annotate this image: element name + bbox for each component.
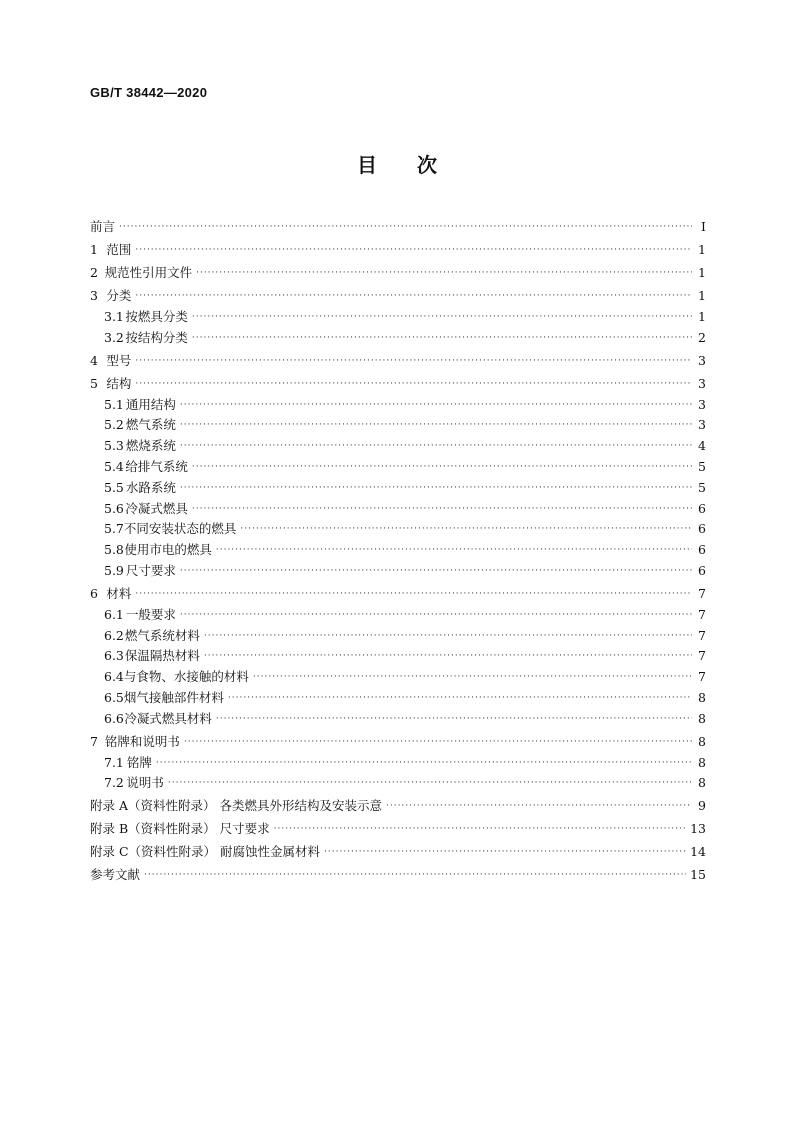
toc-entry-page: 7 <box>698 585 706 601</box>
toc-entry-label: 按燃具分类 <box>125 309 188 324</box>
toc-entry-page: 7 <box>698 627 706 643</box>
toc-entry-page: 3 <box>698 417 706 433</box>
toc-entry-number: 5.5 <box>104 479 124 495</box>
toc-entry-number: 4 <box>90 352 98 368</box>
dot-leader <box>192 328 692 349</box>
toc-entry[interactable] <box>90 415 706 436</box>
dot-leader <box>274 818 686 841</box>
toc-entry-number: 5.9 <box>104 562 124 578</box>
toc-entry-page: 6 <box>698 542 706 558</box>
toc-entry[interactable] <box>90 753 706 774</box>
toc-entry-number: 5.6 <box>104 500 124 516</box>
dot-leader <box>135 239 692 262</box>
dot-leader <box>180 415 692 436</box>
toc-entry-label: 与食物、水接触的材料 <box>123 669 249 685</box>
dot-leader <box>386 795 692 818</box>
toc-entry[interactable] <box>90 457 706 478</box>
toc-entry-label: 通用结构 <box>125 396 176 412</box>
toc-entry-label: 铭牌 <box>126 754 152 770</box>
toc-entry[interactable] <box>90 605 706 626</box>
toc-entry-number: 3 <box>90 288 98 303</box>
toc-entry-page: 14 <box>690 844 706 860</box>
toc-entry-label: 使用市电的燃具 <box>124 542 212 558</box>
toc-entry-label: 烟气接触部件材料 <box>123 689 224 705</box>
toc-entry-page: 7 <box>698 648 706 664</box>
toc-entry-page: 3 <box>698 375 706 391</box>
toc-entry[interactable] <box>90 215 706 238</box>
toc-entry-number: 6.5 <box>104 689 124 705</box>
toc-entry-number: 5.4 <box>104 458 124 474</box>
dot-leader <box>135 583 692 606</box>
dot-leader <box>324 841 686 864</box>
toc-entry-page: 6 <box>698 562 706 578</box>
document-code: GB/T 38442—2020 <box>90 85 208 100</box>
dot-leader <box>144 864 686 887</box>
toc-entry-number: 5.7 <box>104 521 124 537</box>
toc-entry-number: 2 <box>90 265 98 280</box>
toc-entry-page: 5 <box>698 458 706 474</box>
table-of-contents <box>90 215 706 886</box>
toc-entry-page: 8 <box>698 710 706 726</box>
toc-entry-page: 1 <box>698 288 706 303</box>
toc-entry-page: 3 <box>698 396 706 412</box>
toc-entry-page: 2 <box>698 329 706 345</box>
dot-leader <box>180 395 692 416</box>
toc-entry-label: 附录 C（资料性附录） 耐腐蚀性金属材料 <box>90 844 321 860</box>
toc-entry-label: 冷凝式燃具材料 <box>124 710 212 726</box>
toc-entry-label: 规范性引用文件 <box>104 265 193 280</box>
toc-entry-page: 13 <box>690 821 706 837</box>
dot-leader <box>216 709 692 730</box>
dot-leader <box>180 478 692 499</box>
toc-entry-label: 型号 <box>106 352 132 368</box>
toc-entry-page: 7 <box>698 669 706 685</box>
toc-entry[interactable] <box>90 478 706 499</box>
toc-entry-label: 一般要求 <box>125 606 176 622</box>
toc-entry-page: 1 <box>698 309 706 324</box>
toc-entry-label: 水路系统 <box>125 479 176 495</box>
dot-leader <box>156 753 692 774</box>
toc-entry-number: 6 <box>90 585 98 601</box>
toc-entry-number: 7.2 <box>104 775 124 791</box>
toc-entry-page: 6 <box>698 521 706 537</box>
toc-entry[interactable] <box>90 626 706 647</box>
dot-leader <box>204 626 692 647</box>
toc-entry-page: 9 <box>698 798 706 814</box>
toc-entry-page: 3 <box>698 352 706 368</box>
toc-entry-number: 6.3 <box>104 648 124 664</box>
toc-entry-page: 1 <box>698 265 706 280</box>
toc-entry-page: 8 <box>698 733 706 749</box>
toc-entry[interactable] <box>90 284 706 307</box>
toc-entry[interactable] <box>90 863 706 886</box>
toc-entry-label: 保温隔热材料 <box>124 648 200 664</box>
toc-entry-page: 6 <box>698 500 706 516</box>
toc-entry-label: 铭牌和说明书 <box>104 733 180 749</box>
toc-entry-number: 7 <box>90 733 98 749</box>
toc-entry-label: 附录 B（资料性附录） 尺寸要求 <box>90 821 270 837</box>
toc-entry-page: 5 <box>698 479 706 495</box>
toc-entry-page: 8 <box>698 754 706 770</box>
toc-entry-number: 3.1 <box>104 309 124 324</box>
dot-leader <box>192 499 692 520</box>
dot-leader <box>180 436 692 457</box>
toc-entry[interactable] <box>90 646 706 667</box>
toc-entry-number: 5.2 <box>104 417 124 433</box>
toc-entry[interactable] <box>90 349 706 372</box>
toc-entry[interactable] <box>90 709 706 730</box>
toc-entry-number: 5.1 <box>104 396 124 412</box>
toc-entry[interactable] <box>90 667 706 688</box>
toc-entry-label: 分类 <box>106 288 132 303</box>
toc-entry[interactable] <box>90 436 706 457</box>
dot-leader <box>184 731 692 754</box>
toc-entry-number: 3.2 <box>104 329 124 345</box>
toc-entry-label: 结构 <box>106 375 132 391</box>
dot-leader <box>135 373 692 396</box>
toc-entry-page: 15 <box>690 867 706 883</box>
toc-entry-page: 8 <box>698 689 706 705</box>
toc-entry-number: 6.2 <box>104 627 124 643</box>
toc-entry[interactable] <box>90 730 706 753</box>
toc-entry-label: 说明书 <box>126 775 164 791</box>
toc-entry[interactable] <box>90 499 706 520</box>
dot-leader <box>180 561 692 582</box>
dot-leader <box>253 667 692 688</box>
toc-entry-number: 6.1 <box>104 606 124 622</box>
toc-entry-label: 给排气系统 <box>125 458 188 474</box>
toc-entry-page: 7 <box>698 606 706 622</box>
toc-entry[interactable] <box>90 372 706 395</box>
dot-leader <box>192 307 692 328</box>
toc-entry[interactable] <box>90 307 706 328</box>
toc-entry[interactable] <box>90 840 706 863</box>
toc-entry-label: 燃气系统材料 <box>124 627 200 643</box>
toc-entry-label: 燃烧系统 <box>125 438 176 454</box>
toc-entry-page: 4 <box>698 438 706 454</box>
toc-entry-label: 附录 A（资料性附录） 各类燃具外形结构及安装示意 <box>90 798 382 814</box>
toc-entry-number: 5.3 <box>104 438 124 454</box>
dot-leader <box>240 519 692 540</box>
dot-leader <box>192 457 692 478</box>
dot-leader <box>135 285 692 308</box>
toc-entry-label: 参考文献 <box>90 867 141 883</box>
toc-entry[interactable] <box>90 773 706 794</box>
dot-leader <box>119 216 692 239</box>
toc-entry[interactable] <box>90 794 706 817</box>
toc-entry-label: 按结构分类 <box>125 329 188 345</box>
toc-entry-label: 前言 <box>90 219 116 234</box>
toc-entry-label: 冷凝式燃具 <box>125 500 188 516</box>
toc-entry-label: 不同安装状态的燃具 <box>123 521 237 537</box>
toc-entry[interactable] <box>90 561 706 582</box>
toc-entry[interactable] <box>90 582 706 605</box>
toc-entry-label: 尺寸要求 <box>125 562 176 578</box>
dot-leader <box>228 688 692 709</box>
toc-entry[interactable] <box>90 395 706 416</box>
toc-entry-number: 7.1 <box>104 754 124 770</box>
toc-entry[interactable] <box>90 540 706 561</box>
toc-entry-label: 材料 <box>106 585 132 601</box>
toc-entry-number: 1 <box>90 242 98 257</box>
toc-entry[interactable] <box>90 261 706 284</box>
page-title <box>0 150 794 180</box>
toc-entry-number: 6.4 <box>104 669 124 685</box>
dot-leader <box>168 773 692 794</box>
toc-entry-label: 范围 <box>106 242 132 257</box>
title-char-1: 目 <box>357 153 377 177</box>
dot-leader <box>204 646 692 667</box>
dot-leader <box>135 350 692 373</box>
dot-leader <box>216 540 692 561</box>
toc-entry[interactable] <box>90 817 706 840</box>
toc-entry-number: 5.8 <box>104 542 124 558</box>
title-char-2: 次 <box>417 153 437 177</box>
toc-entry-page: 8 <box>698 775 706 791</box>
toc-entry[interactable] <box>90 688 706 709</box>
dot-leader <box>180 605 692 626</box>
toc-entry-label: 燃气系统 <box>125 417 176 433</box>
toc-entry-number: 6.6 <box>104 710 124 726</box>
toc-entry[interactable] <box>90 328 706 349</box>
dot-leader <box>196 262 692 285</box>
toc-entry-page: I <box>701 219 706 234</box>
toc-entry-page: 1 <box>698 242 706 257</box>
toc-entry-number: 5 <box>90 375 98 391</box>
toc-entry[interactable] <box>90 238 706 261</box>
toc-entry[interactable] <box>90 519 706 540</box>
